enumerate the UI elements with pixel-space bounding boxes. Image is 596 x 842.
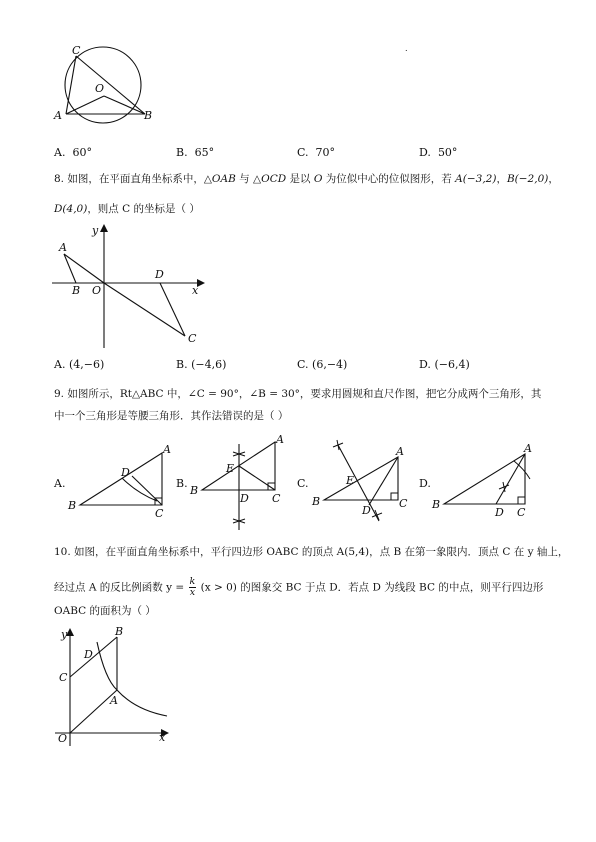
q8-label-b: B <box>72 284 81 297</box>
q8-stem-similar: 为位似中心的位似图形，若 <box>322 173 456 185</box>
q9-option-a[interactable]: A. <box>54 477 66 490</box>
q8-option-a-key: A. <box>54 358 66 371</box>
q9a-label-c: C <box>155 507 164 520</box>
q7-option-c-key: C. <box>297 146 309 159</box>
q8-option-c-value: (6,−4) <box>312 358 348 371</box>
q9d-label-c: C <box>517 506 526 519</box>
q9a-label-d: D <box>121 466 130 479</box>
q8-option-c[interactable] <box>297 358 347 371</box>
q7-option-c-value: 70° <box>315 146 336 159</box>
q8-option-d-key: D. <box>419 358 431 371</box>
q10-label-b: B <box>115 625 124 638</box>
q10-label-d: D <box>84 648 93 661</box>
q8-triangle-oab: △OAB <box>203 173 236 185</box>
q8-option-a[interactable] <box>54 358 104 371</box>
q10-stem-line1: 10. 如图，在平面直角坐标系中，平行四边形 OABC 的顶点 A(5,4)，点 B 在第一象限内．顶点 C 在 y 轴上， <box>54 546 569 558</box>
q10-label-x: x <box>159 731 166 744</box>
q8-label-x: x <box>192 284 199 297</box>
stray-dot: . <box>405 44 408 53</box>
q10-coordinate-figure <box>55 624 175 749</box>
q9b-label-a: A <box>276 433 284 446</box>
q7-option-b-value: 65° <box>194 146 215 159</box>
q7-option-d-value: 50° <box>437 146 458 159</box>
q9-option-c[interactable]: C. <box>297 477 309 490</box>
q8-coordinate-figure <box>52 222 212 352</box>
q8-stem-suffix: ，则点 C 的坐标是（ ） <box>87 203 200 215</box>
q9d-label-a: A <box>524 442 532 455</box>
q7-option-a[interactable] <box>54 146 92 159</box>
q7-option-d-key: D. <box>419 146 431 159</box>
q8-label-a: A <box>59 241 67 254</box>
q7-option-c[interactable] <box>297 146 335 159</box>
q7-option-a-key: A. <box>54 146 66 159</box>
q10-label-c: C <box>59 671 68 684</box>
q10-fraction-denominator: x <box>189 587 196 598</box>
q8-point-d: D(4,0) <box>54 203 88 215</box>
q10-label-a: A <box>110 694 118 707</box>
q10-label-y: y <box>61 628 68 641</box>
q8-option-b-key: B. <box>176 358 188 371</box>
q9c-label-d: D <box>362 504 371 517</box>
q7-option-b[interactable] <box>176 146 214 159</box>
q8-center-o: O <box>313 173 323 185</box>
q7-label-b: B <box>144 109 153 122</box>
q8-stem-and: 与 <box>235 173 254 185</box>
q9a-label-a: A <box>163 443 171 456</box>
q8-option-d[interactable] <box>419 358 470 371</box>
q8-stem-line2 <box>54 202 200 216</box>
q8-stem-line1 <box>54 172 559 186</box>
q8-stem-prefix: 8. 如图，在平面直角坐标系中， <box>54 173 204 185</box>
q9-figure-d <box>430 441 540 521</box>
q10-stem-prefix: 经过点 A 的反比例函数 y = <box>54 581 185 594</box>
q7-option-b-key: B. <box>176 146 188 159</box>
q10-stem-line3: OABC 的面积为（ ） <box>54 605 156 617</box>
q10-label-o: O <box>58 732 68 745</box>
q9-stem-line1: 9. 如图所示，Rt△ABC 中，∠C = 90°，∠B = 30°，要求用圆规和直尺作图，把它分成两个三角形，其 <box>54 388 542 400</box>
q8-point-b: B(−2,0) <box>506 173 549 185</box>
q9a-label-b: B <box>68 499 77 512</box>
q7-option-d[interactable] <box>419 146 457 159</box>
q10-stem-suffix: (x > 0) 的图象交 BC 于点 D．若点 D 为线段 BC 的中点，则平行四边形 <box>200 581 544 594</box>
q7-label-a: A <box>54 109 62 122</box>
q8-label-d: D <box>155 268 164 281</box>
q9c-label-a: A <box>396 445 404 458</box>
q7-circle-figure <box>52 44 162 129</box>
q9d-label-b: B <box>432 498 441 511</box>
q9c-label-e: E <box>346 474 355 487</box>
q9b-label-c: C <box>272 492 281 505</box>
q8-stem-with: 是以 <box>286 173 314 185</box>
q9-figure-a <box>65 441 175 521</box>
q8-option-a-value: (4,−6) <box>68 358 105 371</box>
q9c-label-b: B <box>312 495 321 508</box>
q10-stem-line2 <box>54 577 543 598</box>
q8-sep-2: ， <box>548 173 559 185</box>
q9-figure-c <box>310 441 420 526</box>
q9c-label-c: C <box>399 497 408 510</box>
q9-figure-b <box>188 432 298 532</box>
q7-label-o: O <box>95 82 105 95</box>
q8-label-o: O <box>92 284 102 297</box>
q10-fraction-numerator: k <box>189 576 196 587</box>
q9b-label-d: D <box>240 492 249 505</box>
q8-option-b-value: (−4,6) <box>191 358 227 371</box>
q8-label-c: C <box>188 332 197 345</box>
q9-stem-line2: 中一个三角形是等腰三角形．其作法错误的是（ ） <box>54 410 289 422</box>
q10-fraction <box>189 577 197 598</box>
q8-sep-1: ， <box>496 173 507 185</box>
q9d-label-d: D <box>495 506 504 519</box>
q7-option-a-value: 60° <box>72 146 92 159</box>
q9-option-d[interactable]: D. <box>419 477 431 490</box>
q8-point-a: A(−3,2) <box>455 173 497 185</box>
q9b-label-b: B <box>190 484 199 497</box>
q8-triangle-ocd: △OCD <box>253 173 287 185</box>
q8-option-c-key: C. <box>297 358 309 371</box>
q8-label-y: y <box>92 224 99 237</box>
q9-option-b[interactable]: B. <box>176 477 188 490</box>
q7-label-c: C <box>72 44 81 57</box>
q9b-label-e: E <box>226 462 235 475</box>
q8-option-d-value: (−6,4) <box>434 358 470 371</box>
q8-option-b[interactable] <box>176 358 226 371</box>
